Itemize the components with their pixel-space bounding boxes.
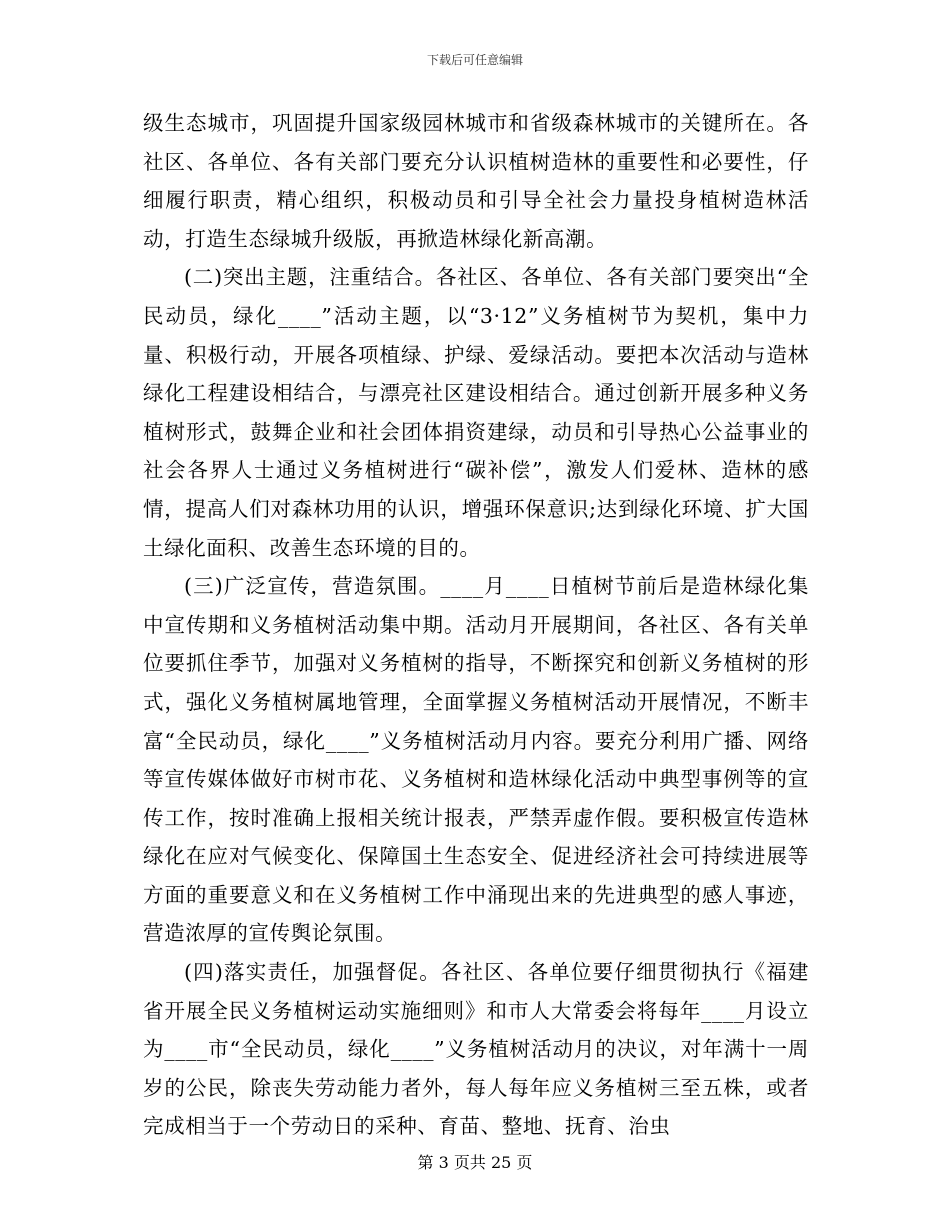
paragraph-section-4: (四)落实责任，加强督促。各社区、各单位要仔细贯彻执行《福建省开展全民义务植树运动实施细则》和市人大常委会将每年____月设立为____市“全民动员，绿化____”义务植树活动月的决议，对年满十一周岁的公民，除丧失劳动能力者外，每人每年应义务植树三至五株，或者完成相当于一个劳动日的采种、育苗、整地、抚育、治虫 bbox=[143, 960, 809, 1139]
paragraph-section-3: (三)广泛宣传，营造氛围。____月____日植树节前后是造林绿化集中宣传期和义务植树活动集中期。活动月开展期间，各社区、各有关单位要抓住季节，加强对义务植树的指导，不断探究和创新义务植树的形式，强化义务植树属地管理，全面掌握义务植树活动开展情况，不断丰富“全民动员，绿化____”义务植树活动月内容。要充分利用广播、网络等宣传媒体做好市树市花、义务植树和造林绿化活动中典型事例等的宣传工作，按时准确上报相关统计报表，严禁弄虚作假。要积极宣传造林绿化在应对气候变化、保障国土生态安全、促进经济社会可持续进展等方面的重要意义和在义务植树工作中涌现出来的先进典型的感人事迹，营造浓厚的宣传舆论氛围。 bbox=[143, 574, 809, 946]
paragraph-section-2: (二)突出主题，注重结合。各社区、各单位、各有关部门要突出“全民动员，绿化____”活动主题，以“3·12”义务植树节为契机，集中力量、积极行动，开展各项植绿、护绿、爱绿活动。要把本次活动与造林绿化工程建设相结合，与漂亮社区建设相结合。通过创新开展多种义务植树形式，鼓舞企业和社会团体捐资建绿，动员和引导热心公益事业的社会各界人士通过义务植树进行“碳补偿”，激发人们爱林、造林的感情，提高人们对森林功用的认识，增强环保意识;达到绿化环境、扩大国土绿化面积、改善生态环境的目的。 bbox=[143, 265, 809, 560]
document-body bbox=[143, 104, 809, 1146]
paragraph-continuation: 级生态城市，巩固提升国家级园林城市和省级森林城市的关键所在。各社区、各单位、各有关部门要充分认识植树造林的重要性和必要性，仔细履行职责，精心组织，积极动员和引导全社会力量投身植树造林活动，打造生态绿城升级版，再掀造林绿化新高潮。 bbox=[143, 111, 809, 251]
page-header-note: 下载后可任意编辑 bbox=[426, 53, 523, 67]
page-number-footer: 第 3 页共 25 页 bbox=[417, 1153, 533, 1172]
